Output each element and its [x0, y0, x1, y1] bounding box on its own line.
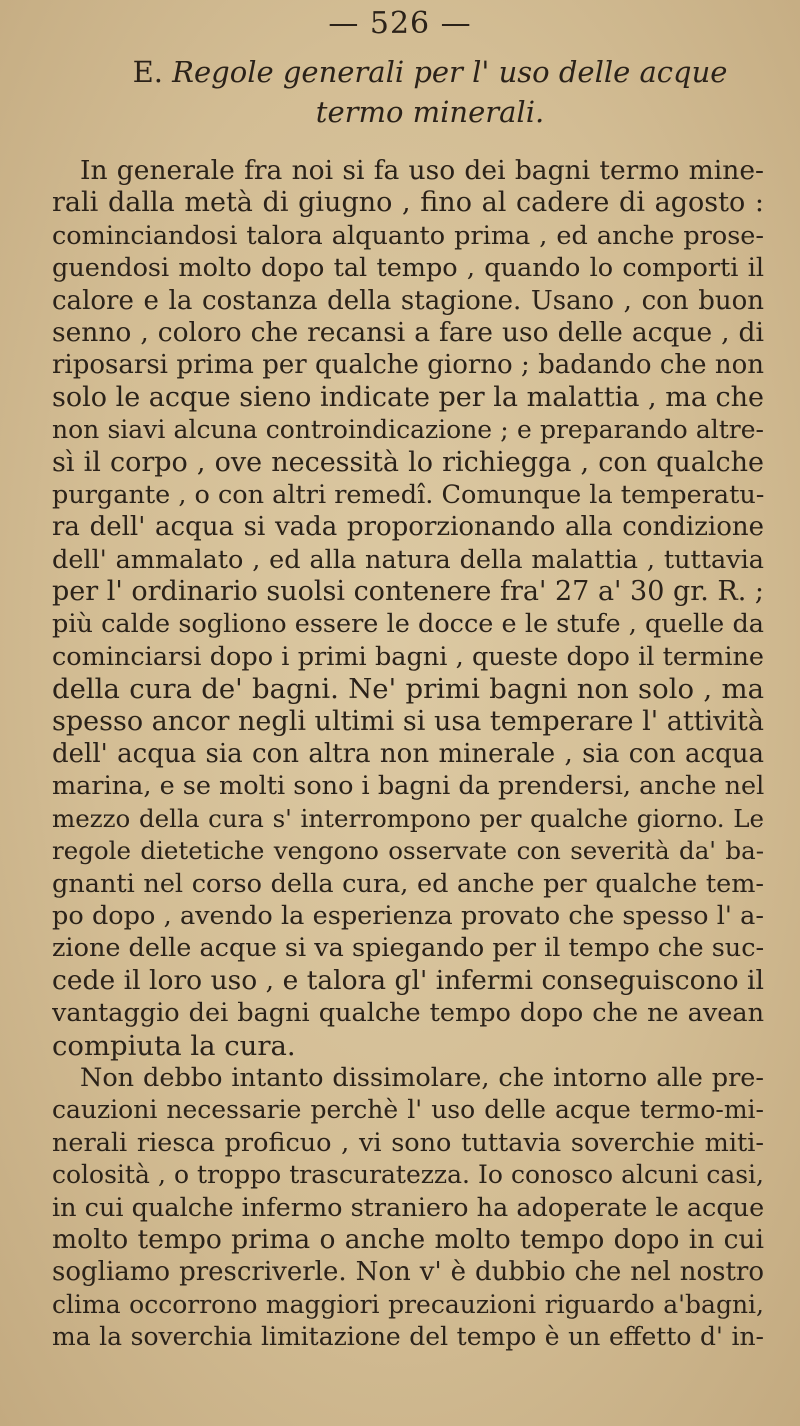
text-line: vantaggio dei bagni qualche tempo dopo che ne avean	[52, 998, 764, 1029]
text-line: gnanti nel corso della cura, ed anche per qualche tem-	[52, 868, 764, 899]
text-line: regole dietetiche vengono osservate con severità da' ba-	[52, 836, 764, 866]
text-line: per l' ordinario suolsi contenere fra' 27 a' 30 gr. R. ;	[52, 576, 764, 608]
text-line: rali dalla metà di giugno , fino al cadere di agosto :	[52, 187, 764, 219]
text-line: della cura de' bagni. Ne' primi bagni non solo , ma	[52, 673, 764, 706]
text-line: nerali riesca proficuo , vi sono tuttavia soverchie miti-	[52, 1127, 764, 1158]
section-heading	[120, 52, 740, 132]
text-line: guendosi molto dopo tal tempo , quando lo comporti il	[52, 253, 764, 284]
text-line: calore e la costanza della stagione. Usano , con buon	[52, 285, 764, 316]
text-line: purgante , o con altri remedî. Comunque la temperatu-	[52, 479, 764, 510]
text-line: marina, e se molti sono i bagni da prendersi, anche nel	[52, 771, 764, 802]
text-line: molto tempo prima o anche molto tempo dopo in cui	[52, 1223, 764, 1255]
text-line: po dopo , avendo la esperienza provato che spesso l' a-	[52, 900, 764, 931]
text-line: dell' ammalato , ed alla natura della malattia , tuttavia	[52, 544, 764, 575]
text-line: in cui qualche infermo straniero ha adoperate le acque	[52, 1192, 764, 1223]
text-line: Non debbo intanto dissimolare, che intorno alle pre-	[80, 1062, 764, 1093]
text-line: colosità , o troppo trascuratezza. Io conosco alcuni casi,	[52, 1160, 764, 1190]
text-line: mezzo della cura s' interrompono per qualche giorno. Le	[52, 803, 764, 833]
section-heading-line-1	[120, 52, 740, 92]
text-line: cede il loro uso , e talora gl' infermi conseguiscono il	[52, 964, 764, 996]
text-line: clima occorrono maggiori precauzioni riguardo a'bagni,	[52, 1289, 764, 1319]
text-line: non siavi alcuna controindicazione ; e preparando altre-	[52, 415, 764, 445]
section-title-line-1: Regole generali per l' uso delle acque	[172, 55, 728, 89]
text-line: In generale fra noi si fa uso dei bagni termo mine-	[80, 155, 764, 186]
page-number: — 526 —	[328, 6, 472, 41]
text-line: senno , coloro che recansi a fare uso delle acque , di	[52, 316, 764, 348]
text-line: cominciarsi dopo i primi bagni , queste dopo il termine	[52, 641, 764, 672]
section-label: E.	[132, 55, 163, 89]
text-line: sì il corpo , ove necessità lo richiegga , con qualche	[52, 446, 764, 478]
text-line: riposarsi prima per qualche giorno ; badando che non	[52, 350, 764, 381]
text-line: più calde sogliono essere le docce e le stufe , quelle da	[52, 609, 764, 640]
text-line: ra dell' acqua si vada proporzionando alla condizione	[52, 512, 764, 543]
text-line: cominciandosi talora alquanto prima , ed anche prose-	[52, 220, 764, 251]
text-line: solo le acque sieno indicate per la malattia , ma che	[52, 381, 764, 413]
body-text	[52, 155, 764, 1353]
text-line: cauzioni necessarie perchè l' uso delle acque termo-mi-	[52, 1095, 764, 1125]
text-line: dell' acqua sia con altra non minerale , sia con acqua	[52, 739, 764, 770]
section-title-line-2: termo minerali.	[315, 95, 545, 129]
text-line: spesso ancor negli ultimi si usa temperare l' attività	[52, 705, 764, 737]
text-line: zione delle acque si va spiegando per il tempo che suc-	[52, 933, 764, 964]
text-line: sogliamo prescriverle. Non v' è dubbio che nel nostro	[52, 1257, 764, 1288]
text-line: ma la soverchia limitazione del tempo è un effetto d' in-	[52, 1322, 764, 1352]
text-line: compiuta la cura.	[52, 1029, 296, 1062]
